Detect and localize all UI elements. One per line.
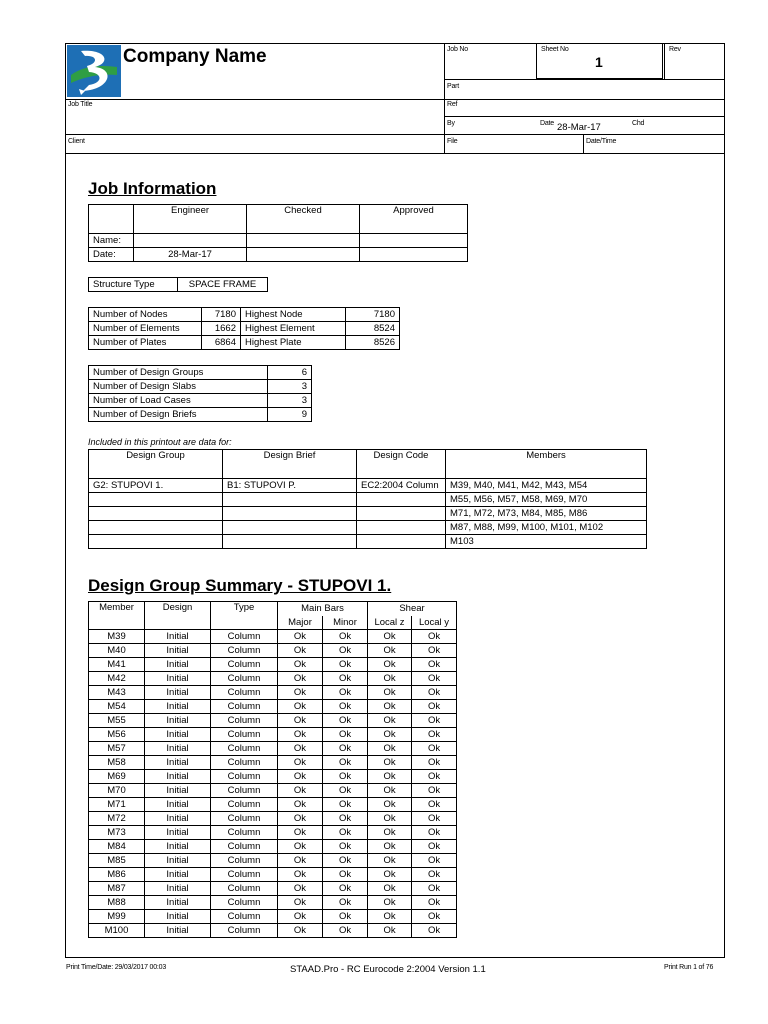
summary-cell: Ok xyxy=(368,700,412,714)
summary-cell: Initial xyxy=(145,924,211,938)
summary-cell: M85 xyxy=(89,854,145,868)
summary-cell: Column xyxy=(211,630,278,644)
summary-cell: Ok xyxy=(323,658,368,672)
summary-cell: Ok xyxy=(412,742,457,756)
ref-label: Ref xyxy=(447,101,458,108)
summary-cell: Ok xyxy=(278,714,323,728)
summary-cell: Ok xyxy=(368,672,412,686)
summary-cell: Initial xyxy=(145,882,211,896)
summary-cell: Ok xyxy=(412,826,457,840)
summary-cell: Initial xyxy=(145,756,211,770)
count-label: Highest Element xyxy=(241,322,346,336)
design-group-header: Design Group xyxy=(89,450,223,479)
summary-cell: Ok xyxy=(412,644,457,658)
sheet-no-label: Sheet No xyxy=(541,46,569,53)
table-row xyxy=(89,630,457,644)
summary-cell: Ok xyxy=(323,826,368,840)
header-divider xyxy=(583,134,584,154)
summary-cell: Initial xyxy=(145,840,211,854)
design-count-value: 3 xyxy=(268,380,312,394)
sheet-no-value: 1 xyxy=(595,54,603,70)
summary-cell: Ok xyxy=(368,630,412,644)
summary-cell: Initial xyxy=(145,910,211,924)
design-brief-value: B1: STUPOVI P. xyxy=(223,479,357,493)
table-row xyxy=(89,770,457,784)
summary-cell: Ok xyxy=(368,742,412,756)
table-row xyxy=(89,882,457,896)
summary-cell: Ok xyxy=(278,630,323,644)
summary-cell: Ok xyxy=(412,784,457,798)
summary-cell: Ok xyxy=(323,714,368,728)
design-count-label: Number of Design Slabs xyxy=(89,380,268,394)
summary-cell: Ok xyxy=(323,644,368,658)
summary-cell: Ok xyxy=(412,840,457,854)
summary-cell: Initial xyxy=(145,658,211,672)
summary-cell: Ok xyxy=(278,644,323,658)
summary-cell: Ok xyxy=(323,770,368,784)
summary-cell: Initial xyxy=(145,826,211,840)
summary-cell: Ok xyxy=(368,854,412,868)
members-line: M103 xyxy=(446,535,647,549)
table-row xyxy=(89,742,457,756)
summary-cell: Column xyxy=(211,854,278,868)
summary-cell: M42 xyxy=(89,672,145,686)
table-row xyxy=(89,756,457,770)
member-header: Member xyxy=(89,602,145,630)
summary-cell: Ok xyxy=(412,756,457,770)
summary-cell: Ok xyxy=(323,742,368,756)
summary-cell: Column xyxy=(211,826,278,840)
summary-cell: Ok xyxy=(368,644,412,658)
summary-cell: Ok xyxy=(368,756,412,770)
summary-cell: Column xyxy=(211,812,278,826)
header-divider xyxy=(65,153,724,154)
summary-cell: Initial xyxy=(145,644,211,658)
summary-cell: Ok xyxy=(323,798,368,812)
summary-cell: M69 xyxy=(89,770,145,784)
summary-cell: Ok xyxy=(323,896,368,910)
design-count-label: Number of Design Briefs xyxy=(89,408,268,422)
design-count-value: 3 xyxy=(268,394,312,408)
summary-cell: Ok xyxy=(278,742,323,756)
count-label: Number of Plates xyxy=(89,336,202,350)
summary-cell: Ok xyxy=(368,896,412,910)
table-row xyxy=(89,784,457,798)
summary-cell: Ok xyxy=(278,798,323,812)
summary-cell: Ok xyxy=(278,910,323,924)
summary-cell: M84 xyxy=(89,840,145,854)
summary-cell: Ok xyxy=(368,924,412,938)
summary-cell: M57 xyxy=(89,742,145,756)
table-row xyxy=(89,812,457,826)
summary-cell: Ok xyxy=(278,658,323,672)
summary-cell: Ok xyxy=(368,728,412,742)
summary-cell: M43 xyxy=(89,686,145,700)
rev-label: Rev xyxy=(669,46,681,53)
summary-cell: Ok xyxy=(278,784,323,798)
summary-cell: Ok xyxy=(412,854,457,868)
members-line: M39, M40, M41, M42, M43, M54 xyxy=(446,479,647,493)
table-row xyxy=(89,798,457,812)
summary-cell: Ok xyxy=(412,630,457,644)
design-summary-table xyxy=(88,601,457,938)
table-row xyxy=(89,896,457,910)
count-value: 1662 xyxy=(202,322,241,336)
summary-cell: Column xyxy=(211,798,278,812)
type-header: Type xyxy=(211,602,278,630)
summary-cell: Ok xyxy=(368,798,412,812)
summary-cell: Ok xyxy=(368,868,412,882)
by-label: By xyxy=(447,120,455,127)
summary-cell: Ok xyxy=(368,658,412,672)
design-code-header: Design Code xyxy=(357,450,446,479)
summary-cell: Column xyxy=(211,658,278,672)
summary-cell: Ok xyxy=(278,854,323,868)
summary-cell: Ok xyxy=(278,756,323,770)
local-y-header: Local y xyxy=(412,616,457,630)
summary-cell: M55 xyxy=(89,714,145,728)
included-note: Included in this printout are data for: xyxy=(88,437,232,447)
design-code-value: EC2:2004 Column xyxy=(357,479,446,493)
design-count-value: 9 xyxy=(268,408,312,422)
summary-cell: Column xyxy=(211,686,278,700)
count-label: Number of Nodes xyxy=(89,308,202,322)
summary-cell: Initial xyxy=(145,686,211,700)
summary-cell: Ok xyxy=(323,728,368,742)
design-count-value: 6 xyxy=(268,366,312,380)
header-divider xyxy=(444,116,724,117)
summary-cell: Ok xyxy=(323,910,368,924)
summary-cell: Ok xyxy=(368,812,412,826)
count-label: Highest Node xyxy=(241,308,346,322)
summary-cell: Ok xyxy=(323,784,368,798)
summary-cell: Ok xyxy=(278,812,323,826)
summary-cell: Initial xyxy=(145,784,211,798)
summary-cell: Column xyxy=(211,924,278,938)
checked-header: Checked xyxy=(247,205,360,234)
structure-type-label: Structure Type xyxy=(89,278,178,292)
engineer-header: Engineer xyxy=(134,205,247,234)
summary-cell: Initial xyxy=(145,630,211,644)
summary-cell: Ok xyxy=(323,630,368,644)
approved-header: Approved xyxy=(360,205,468,234)
shear-header: Shear xyxy=(368,602,457,616)
summary-cell: Ok xyxy=(278,728,323,742)
design-group-value: G2: STUPOVI 1. xyxy=(89,479,223,493)
model-counts-table xyxy=(88,307,400,350)
members-line: M55, M56, M57, M58, M69, M70 xyxy=(446,493,647,507)
summary-cell: Ok xyxy=(368,770,412,784)
summary-cell: Ok xyxy=(412,910,457,924)
summary-cell: Ok xyxy=(412,672,457,686)
summary-cell: Initial xyxy=(145,854,211,868)
company-logo xyxy=(67,45,121,97)
header-divider xyxy=(444,79,724,80)
count-value: 7180 xyxy=(202,308,241,322)
summary-cell: Ok xyxy=(323,868,368,882)
summary-cell: Initial xyxy=(145,700,211,714)
summary-cell: Ok xyxy=(412,924,457,938)
summary-cell: M72 xyxy=(89,812,145,826)
summary-cell: Ok xyxy=(368,882,412,896)
design-count-label: Number of Design Groups xyxy=(89,366,268,380)
summary-cell: Ok xyxy=(412,728,457,742)
summary-cell: Ok xyxy=(323,700,368,714)
summary-cell: M100 xyxy=(89,924,145,938)
design-group-summary-heading: Design Group Summary - STUPOVI 1. xyxy=(88,576,392,595)
table-row xyxy=(89,728,457,742)
count-label: Number of Elements xyxy=(89,322,202,336)
summary-cell: Initial xyxy=(145,728,211,742)
summary-cell: Initial xyxy=(145,896,211,910)
summary-cell: Ok xyxy=(412,770,457,784)
job-info-table xyxy=(88,204,468,262)
summary-cell: Initial xyxy=(145,714,211,728)
summary-cell: Ok xyxy=(412,686,457,700)
design-counts-table xyxy=(88,365,312,422)
print-time: Print Time/Date: 29/03/2017 00:03 xyxy=(66,964,167,971)
engineer-date: 28-Mar-17 xyxy=(134,248,247,262)
summary-cell: Column xyxy=(211,756,278,770)
summary-cell: Ok xyxy=(412,882,457,896)
design-count-label: Number of Load Cases xyxy=(89,394,268,408)
summary-cell: Ok xyxy=(412,896,457,910)
table-row xyxy=(89,672,457,686)
major-header: Major xyxy=(278,616,323,630)
local-z-header: Local z xyxy=(368,616,412,630)
summary-cell: Ok xyxy=(278,896,323,910)
summary-cell: Ok xyxy=(412,812,457,826)
date-value: 28-Mar-17 xyxy=(557,122,601,133)
design-brief-header: Design Brief xyxy=(223,450,357,479)
summary-cell: Ok xyxy=(368,686,412,700)
summary-cell: Ok xyxy=(368,714,412,728)
summary-cell: Ok xyxy=(323,882,368,896)
summary-cell: M99 xyxy=(89,910,145,924)
structure-type-table xyxy=(88,277,268,292)
table-row xyxy=(89,714,457,728)
summary-cell: Ok xyxy=(368,826,412,840)
name-row-label: Name: xyxy=(89,234,134,248)
company-name: Company Name xyxy=(123,46,267,67)
table-row xyxy=(89,686,457,700)
date-row-label: Date: xyxy=(89,248,134,262)
header-divider xyxy=(664,43,665,79)
date-label: Date xyxy=(540,120,554,127)
date-time-label: Date/Time xyxy=(586,138,617,145)
count-value: 8526 xyxy=(346,336,400,350)
summary-cell: Ok xyxy=(278,840,323,854)
summary-cell: M41 xyxy=(89,658,145,672)
header-divider xyxy=(65,99,724,100)
summary-cell: Column xyxy=(211,868,278,882)
job-information-heading: Job Information xyxy=(88,179,217,198)
members-header: Members xyxy=(446,450,647,479)
summary-cell: Ok xyxy=(323,672,368,686)
summary-cell: Column xyxy=(211,728,278,742)
count-label: Highest Plate xyxy=(241,336,346,350)
client-label: Client xyxy=(68,138,85,145)
part-label: Part xyxy=(447,83,460,90)
main-bars-header: Main Bars xyxy=(278,602,368,616)
table-row xyxy=(89,840,457,854)
summary-cell: M71 xyxy=(89,798,145,812)
summary-cell: Ok xyxy=(412,658,457,672)
summary-cell: Ok xyxy=(368,910,412,924)
summary-cell: Column xyxy=(211,742,278,756)
table-row xyxy=(89,658,457,672)
summary-cell: Ok xyxy=(412,700,457,714)
summary-cell: Ok xyxy=(278,700,323,714)
summary-cell: M58 xyxy=(89,756,145,770)
summary-cell: Column xyxy=(211,910,278,924)
summary-cell: Initial xyxy=(145,812,211,826)
members-line: M87, M88, M99, M100, M101, M102 xyxy=(446,521,647,535)
summary-cell: M73 xyxy=(89,826,145,840)
print-run: Print Run 1 of 76 xyxy=(664,964,714,971)
summary-cell: Ok xyxy=(368,784,412,798)
table-row xyxy=(89,924,457,938)
summary-cell: M87 xyxy=(89,882,145,896)
summary-cell: Column xyxy=(211,644,278,658)
summary-cell: M39 xyxy=(89,630,145,644)
table-row xyxy=(89,700,457,714)
summary-cell: M56 xyxy=(89,728,145,742)
summary-cell: M88 xyxy=(89,896,145,910)
included-data-table xyxy=(88,449,647,549)
count-value: 6864 xyxy=(202,336,241,350)
summary-cell: M70 xyxy=(89,784,145,798)
summary-cell: Ok xyxy=(278,770,323,784)
summary-cell: Ok xyxy=(323,840,368,854)
design-header: Design xyxy=(145,602,211,630)
summary-cell: Ok xyxy=(323,854,368,868)
summary-cell: Column xyxy=(211,714,278,728)
count-value: 8524 xyxy=(346,322,400,336)
file-label: File xyxy=(447,138,458,145)
summary-cell: M40 xyxy=(89,644,145,658)
table-row xyxy=(89,854,457,868)
table-row xyxy=(89,868,457,882)
summary-cell: Column xyxy=(211,672,278,686)
chd-label: Chd xyxy=(632,120,645,127)
table-row xyxy=(89,910,457,924)
summary-cell: Initial xyxy=(145,798,211,812)
summary-cell: Initial xyxy=(145,868,211,882)
summary-cell: Ok xyxy=(412,868,457,882)
summary-cell: Initial xyxy=(145,770,211,784)
program-version: STAAD.Pro - RC Eurocode 2:2004 Version 1.1 xyxy=(290,964,486,975)
table-row xyxy=(89,644,457,658)
summary-cell: Column xyxy=(211,770,278,784)
minor-header: Minor xyxy=(323,616,368,630)
table-row xyxy=(89,826,457,840)
summary-cell: Column xyxy=(211,784,278,798)
summary-cell: Column xyxy=(211,896,278,910)
structure-type-value: SPACE FRAME xyxy=(178,278,268,292)
summary-cell: M86 xyxy=(89,868,145,882)
summary-cell: Ok xyxy=(278,924,323,938)
summary-cell: Ok xyxy=(278,826,323,840)
summary-cell: Column xyxy=(211,840,278,854)
summary-cell: Ok xyxy=(412,798,457,812)
summary-cell: M54 xyxy=(89,700,145,714)
summary-cell: Ok xyxy=(368,840,412,854)
summary-cell: Column xyxy=(211,882,278,896)
job-no-label: Job No xyxy=(447,46,468,53)
summary-cell: Ok xyxy=(323,686,368,700)
summary-cell: Ok xyxy=(278,686,323,700)
header-divider xyxy=(444,43,445,154)
summary-cell: Ok xyxy=(323,756,368,770)
summary-cell: Ok xyxy=(278,868,323,882)
summary-cell: Column xyxy=(211,700,278,714)
summary-cell: Ok xyxy=(323,812,368,826)
summary-cell: Ok xyxy=(278,882,323,896)
header-divider xyxy=(65,134,724,135)
summary-cell: Ok xyxy=(323,924,368,938)
summary-cell: Initial xyxy=(145,742,211,756)
summary-cell: Ok xyxy=(278,672,323,686)
summary-cell: Initial xyxy=(145,672,211,686)
job-title-label: Job Title xyxy=(68,101,93,108)
members-line: M71, M72, M73, M84, M85, M86 xyxy=(446,507,647,521)
summary-cell: Ok xyxy=(412,714,457,728)
count-value: 7180 xyxy=(346,308,400,322)
